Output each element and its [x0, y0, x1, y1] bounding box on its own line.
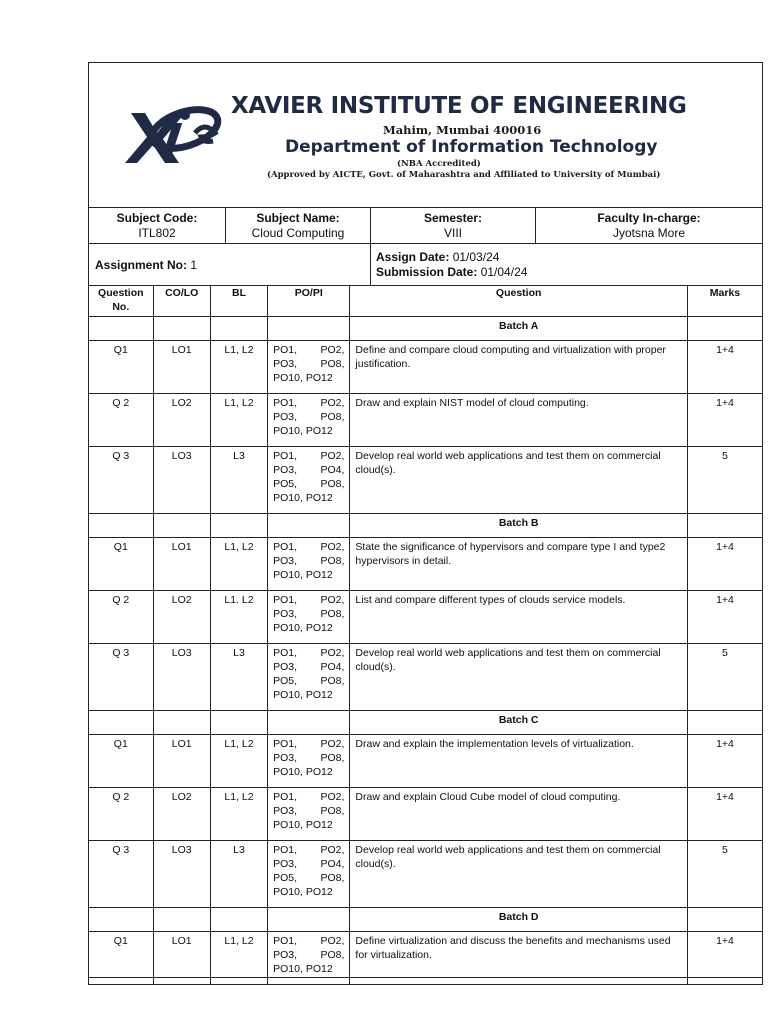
- program-outcome-line: PO3, PO8,: [273, 805, 345, 817]
- institute-name: XAVIER INSTITUTE OF ENGINEERING: [231, 93, 687, 119]
- semester-value: VIII: [443, 226, 462, 240]
- course-outcome: LO1: [153, 341, 210, 394]
- accreditation-note: (NBA Accredited): [397, 159, 481, 169]
- program-outcomes: [268, 394, 350, 447]
- table-row: [89, 538, 763, 591]
- table-row: [89, 788, 763, 841]
- marks: 1+4: [687, 591, 762, 644]
- program-outcome-line: PO10, PO12: [273, 425, 333, 437]
- question-number: Q 3: [89, 841, 154, 908]
- marks: 1+4: [687, 788, 762, 841]
- subject-info-row: [89, 207, 762, 244]
- program-outcome-line: PO10, PO12: [273, 372, 333, 384]
- question-number: Q1: [89, 341, 154, 394]
- batch-title: Batch A: [350, 317, 688, 341]
- header-question-no: Question No.: [89, 286, 154, 317]
- subject-code-value: ITL802: [138, 226, 176, 240]
- batch-title: Batch C: [350, 711, 688, 735]
- program-outcome-line: PO3, PO8,: [273, 608, 345, 620]
- program-outcomes: [268, 591, 350, 644]
- program-outcome-line: PO10, PO12: [273, 819, 333, 831]
- program-outcome-line: PO10, PO12: [273, 569, 333, 581]
- assignment-sheet: [88, 62, 763, 978]
- question-number: Q 3: [89, 644, 154, 711]
- question-number: Q 2: [89, 591, 154, 644]
- course-outcome: LO1: [153, 735, 210, 788]
- header-colo: CO/LO: [153, 286, 210, 317]
- program-outcome-line: PO3, PO8,: [273, 752, 345, 764]
- course-outcome: LO2: [153, 394, 210, 447]
- program-outcome-line: PO1, PO2,: [273, 450, 345, 462]
- program-outcomes: [268, 735, 350, 788]
- program-outcome-line: PO10, PO12: [273, 963, 333, 975]
- xie-logo-icon: [123, 99, 223, 169]
- subject-name-label: Subject Name:: [256, 211, 340, 225]
- program-outcome-line: PO10, PO12: [273, 689, 333, 701]
- program-outcome-line: PO5, PO8,: [273, 872, 345, 884]
- question-text: Draw and explain the implementation levels of virtualization.: [350, 735, 688, 788]
- submission-date-label: Submission Date:: [376, 265, 478, 279]
- question-text: Draw and explain Cloud Cube model of cloud computing.: [350, 788, 688, 841]
- question-text: Draw and explain NIST model of cloud computing.: [350, 394, 688, 447]
- semester-label: Semester:: [423, 211, 483, 225]
- program-outcome-line: PO5, PO8,: [273, 478, 345, 490]
- program-outcome-line: PO10, PO12: [273, 886, 333, 898]
- batch-title: Batch B: [350, 514, 688, 538]
- question-text: State the significance of hypervisors and compare type I and type2 hypervisors in detail.: [350, 538, 688, 591]
- header-question: Question: [350, 286, 688, 317]
- marks: 5: [687, 447, 762, 514]
- table-row: [89, 644, 763, 711]
- program-outcome-line: PO3, PO4,: [273, 661, 345, 673]
- program-outcome-line: PO3, PO8,: [273, 555, 345, 567]
- submission-date-value: 01/04/24: [480, 265, 528, 279]
- question-number: Q 2: [89, 394, 154, 447]
- program-outcomes: [268, 644, 350, 711]
- subject-name-cell: [226, 208, 370, 244]
- question-number: Q1: [89, 735, 154, 788]
- program-outcome-line: PO1, PO2,: [273, 397, 345, 409]
- program-outcome-line: PO1, PO2,: [273, 791, 345, 803]
- header-marks: Marks: [687, 286, 762, 317]
- table-row: [89, 735, 763, 788]
- course-outcome: LO2: [153, 788, 210, 841]
- marks: 5: [687, 841, 762, 908]
- assignment-row: [89, 243, 762, 286]
- bloom-level: L3: [210, 841, 267, 908]
- program-outcome-line: PO1, PO2,: [273, 344, 345, 356]
- header-popi: PO/PI: [268, 286, 350, 317]
- program-outcome-line: PO1, PO2,: [273, 935, 345, 947]
- questions-table: [88, 285, 763, 985]
- batch-title: Batch D: [350, 908, 688, 932]
- batch-row: [89, 514, 763, 538]
- table-row: [89, 841, 763, 908]
- marks: 1+4: [687, 932, 762, 985]
- question-text: Develop real world web applications and test them on commercial cloud(s).: [350, 644, 688, 711]
- bloom-level: L1, L2: [210, 788, 267, 841]
- bloom-level: L3: [210, 447, 267, 514]
- program-outcomes: [268, 538, 350, 591]
- question-text: List and compare different types of clouds service models.: [350, 591, 688, 644]
- bloom-level: L1. L2: [210, 591, 267, 644]
- program-outcome-line: PO5, PO8,: [273, 675, 345, 687]
- bloom-level: L1, L2: [210, 394, 267, 447]
- program-outcomes: [268, 932, 350, 985]
- assign-date-label: Assign Date:: [376, 250, 450, 264]
- subject-name-value: Cloud Computing: [251, 226, 345, 240]
- bloom-level: L1, L2: [210, 735, 267, 788]
- program-outcome-line: PO1, PO2,: [273, 647, 345, 659]
- course-outcome: LO1: [153, 932, 210, 985]
- program-outcome-line: PO1, PO2,: [273, 594, 345, 606]
- course-outcome: LO3: [153, 841, 210, 908]
- institute-location: Mahim, Mumbai 400016: [383, 123, 542, 137]
- program-outcome-line: PO1, PO2,: [273, 738, 345, 750]
- question-text: Develop real world web applications and test them on commercial cloud(s).: [350, 447, 688, 514]
- marks: 1+4: [687, 538, 762, 591]
- faculty-value: Jyotsna More: [612, 226, 686, 240]
- table-row: [89, 447, 763, 514]
- faculty-cell: [536, 208, 762, 244]
- question-text: Define and compare cloud computing and virtualization with proper justification.: [350, 341, 688, 394]
- subject-code-label: Subject Code:: [116, 211, 198, 225]
- program-outcome-line: PO3, PO4,: [273, 858, 345, 870]
- program-outcome-line: PO10, PO12: [273, 766, 333, 778]
- marks: 1+4: [687, 394, 762, 447]
- table-row: [89, 394, 763, 447]
- batch-row: [89, 908, 763, 932]
- program-outcome-line: PO10, PO12: [273, 492, 333, 504]
- assignment-dates: [376, 250, 527, 280]
- program-outcome-line: PO3, PO8,: [273, 358, 345, 370]
- approval-note: (Approved by AICTE, Govt. of Maharashtra and Affiliated to University of Mumbai): [267, 170, 661, 180]
- question-number: Q 2: [89, 788, 154, 841]
- batch-row: [89, 317, 763, 341]
- batch-row: [89, 711, 763, 735]
- program-outcome-line: PO3, PO4,: [273, 464, 345, 476]
- bloom-level: L1, L2: [210, 538, 267, 591]
- course-outcome: LO3: [153, 644, 210, 711]
- marks: 5: [687, 644, 762, 711]
- institute-header: [89, 63, 762, 207]
- question-text: Develop real world web applications and test them on commercial cloud(s).: [350, 841, 688, 908]
- semester-cell: [371, 208, 535, 244]
- table-row: [89, 341, 763, 394]
- marks: 1+4: [687, 341, 762, 394]
- bloom-level: L1, L2: [210, 341, 267, 394]
- program-outcome-line: PO1, PO2,: [273, 541, 345, 553]
- program-outcome-line: PO1, PO2,: [273, 844, 345, 856]
- program-outcomes: [268, 341, 350, 394]
- program-outcome-line: PO3, PO8,: [273, 411, 345, 423]
- program-outcome-line: PO10, PO12: [273, 622, 333, 634]
- header-bl: BL: [210, 286, 267, 317]
- question-number: Q1: [89, 932, 154, 985]
- course-outcome: LO3: [153, 447, 210, 514]
- question-number: Q1: [89, 538, 154, 591]
- bloom-level: L1, L2: [210, 932, 267, 985]
- bloom-level: L3: [210, 644, 267, 711]
- table-row: [89, 932, 763, 985]
- question-number: Q 3: [89, 447, 154, 514]
- table-row: [89, 591, 763, 644]
- program-outcomes: [268, 447, 350, 514]
- subject-code-cell: [89, 208, 225, 244]
- program-outcomes: [268, 841, 350, 908]
- faculty-label: Faculty In-charge:: [597, 211, 701, 225]
- question-text: Define virtualization and discuss the benefits and mechanisms used for virtualization.: [350, 932, 688, 985]
- program-outcome-line: PO3, PO8,: [273, 949, 345, 961]
- course-outcome: LO1: [153, 538, 210, 591]
- assignment-number: Assignment No: 1: [95, 258, 198, 272]
- table-header-row: [89, 286, 763, 317]
- marks: 1+4: [687, 735, 762, 788]
- course-outcome: LO2: [153, 591, 210, 644]
- program-outcomes: [268, 788, 350, 841]
- department-name: Department of Information Technology: [285, 137, 658, 157]
- assign-date-value: 01/03/24: [452, 250, 500, 264]
